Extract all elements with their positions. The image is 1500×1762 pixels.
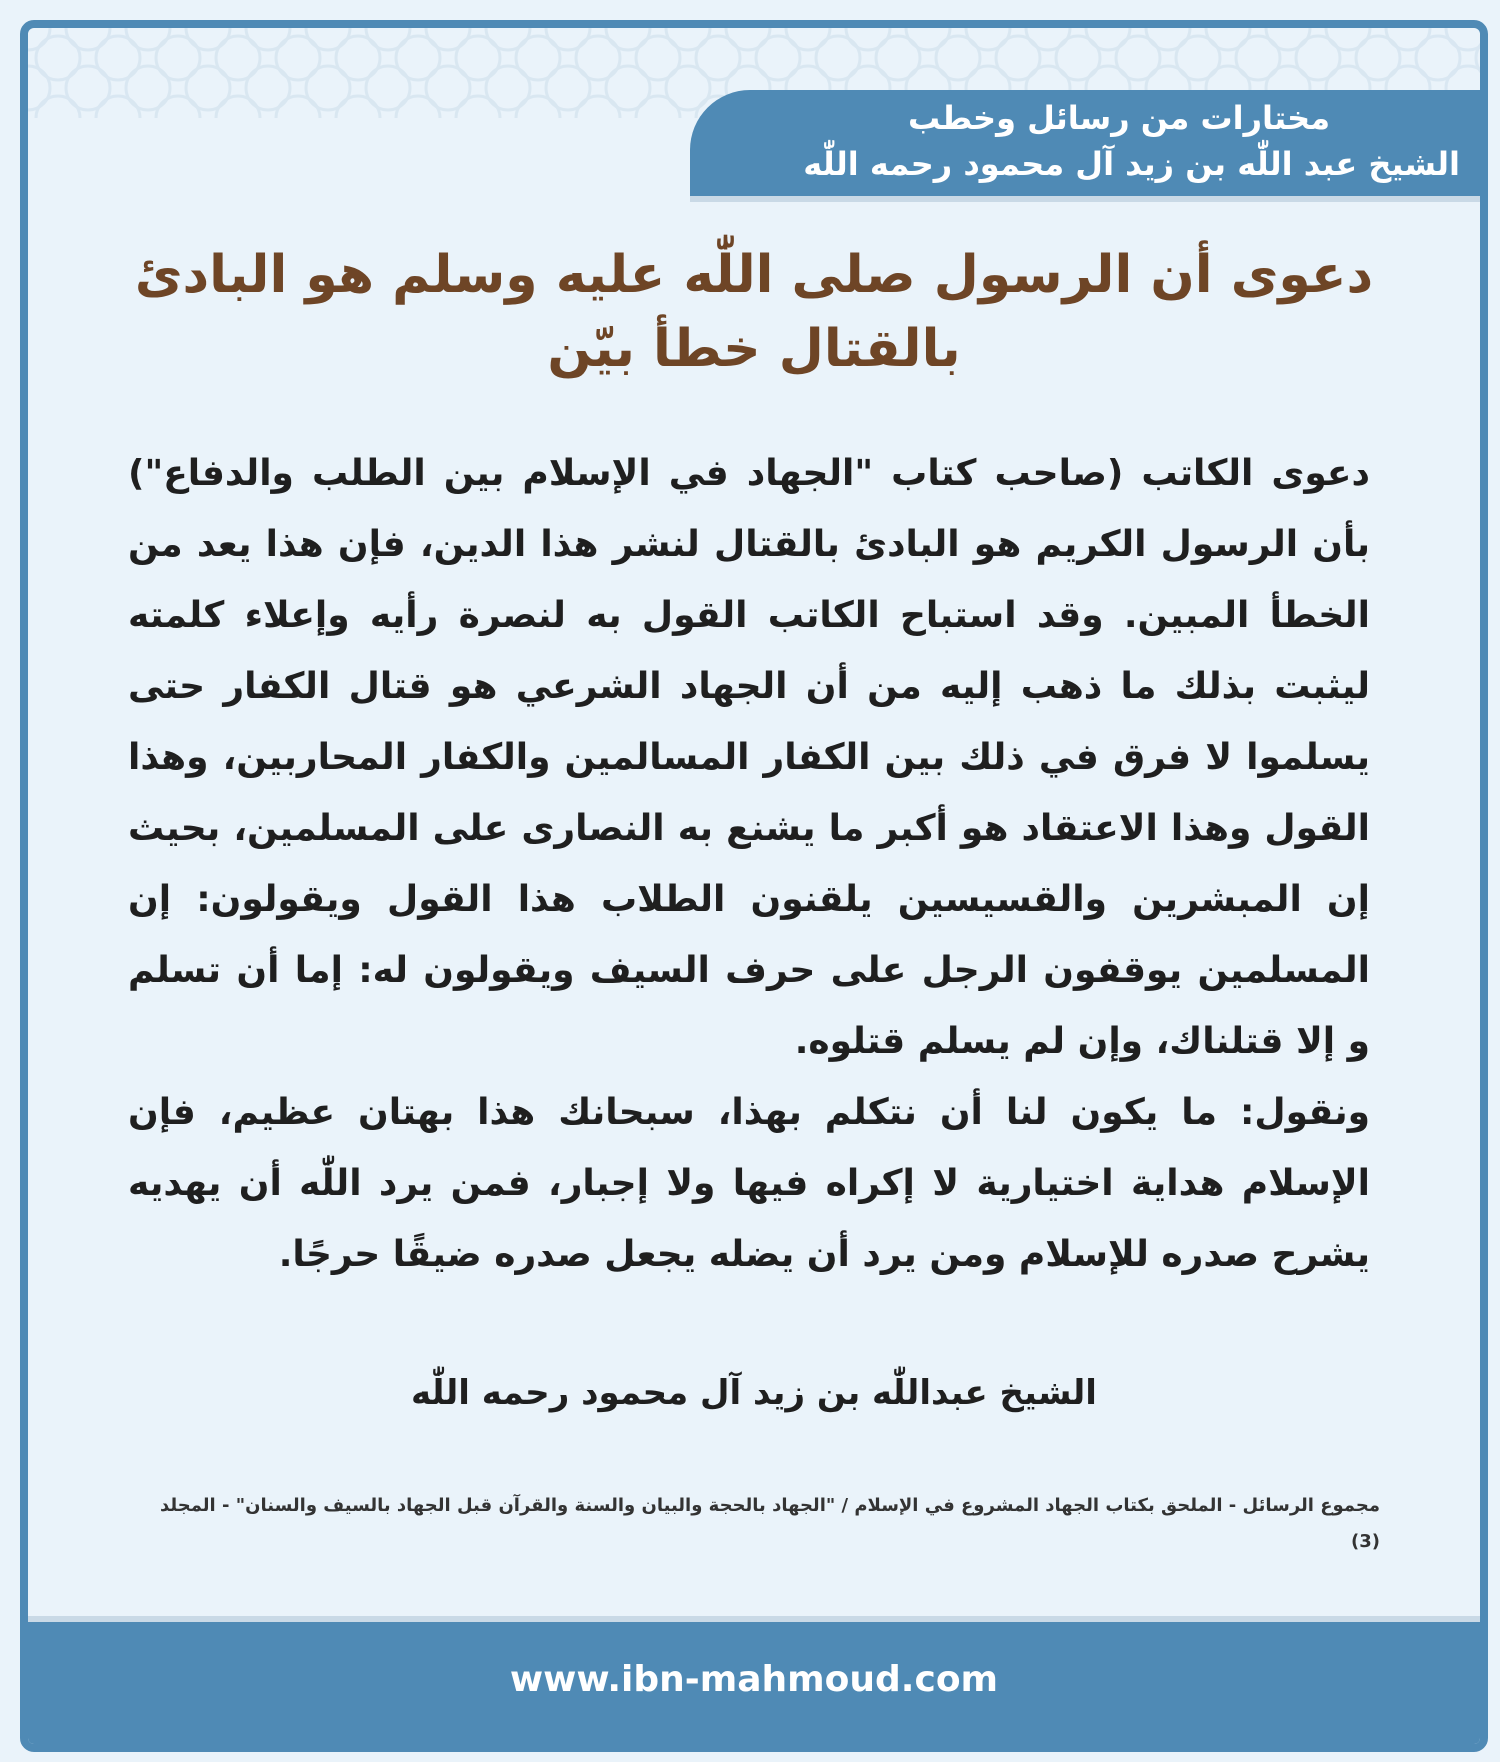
source-citation: مجموع الرسائل - الملحق بكتاب الجهاد المشروع في الإسلام / "الجهاد بالحجة والبيان والسنة والقرآن قبل الجهاد بالسيف والسنان" - المجلد (3) [160,1495,1380,1552]
header-subtitle: مختارات من رسائل وخطب [907,99,1330,137]
page-title: دعوى أن الرسول صلى اللّٰه عليه وسلم هو البادئ بالقتال خطأ بيّن [134,245,1374,379]
footer-bar [28,1616,1480,1744]
page-frame [20,20,1488,1752]
article-body [128,438,1370,1290]
author-signature: الشيخ عبداللّٰه بن زيد آل محمود رحمه اللّٰه [411,1373,1097,1413]
website-link[interactable]: www.ibn-mahmoud.com [509,1659,999,1700]
header-banner [690,90,1480,196]
paragraph: ونقول: ما يكون لنا أن نتكلم بهذا، سبحانك هذا بهتان عظيم، فإن الإسلام هداية اختيارية لا إكراه فيها ولا إجبار، فمن يرد اللّٰه أن يهديه يشرح صدره للإسلام ومن يرد أن يضله يجعل صدره ضيقًا حرجًا. [128,1092,1370,1275]
paragraph: دعوى الكاتب (صاحب كتاب "الجهاد في الإسلام بين الطلب والدفاع") بأن الرسول الكريم هو البادئ بالقتال لنشر هذا الدين، فإن هذا يعد من الخطأ المبين. وقد استباح الكاتب القول به لنصرة رأيه وإعلاء كلمته ليثبت بذلك ما ذهب إليه من أن الجهاد الشرعي هو قتال الكفار حتى يسلموا لا فرق في ذلك بين الكفار المسالمين والكفار المحاربين، وهذا القول وهذا الاعتقاد هو أكبر ما يشنع به النصارى على المسلمين، بحيث إن المبشرين والقسيسين يلقنون الطلاب هذا القول ويقولون: إن المسلمين يوقفون الرجل على حرف السيف ويقولون له: إما أن تسلم و إلا قتلناك، وإن لم يسلم قتلوه. [128,453,1370,1062]
header-author: الشيخ عبد اللّٰه بن زيد آل محمود رحمه اللّٰه [803,145,1460,183]
